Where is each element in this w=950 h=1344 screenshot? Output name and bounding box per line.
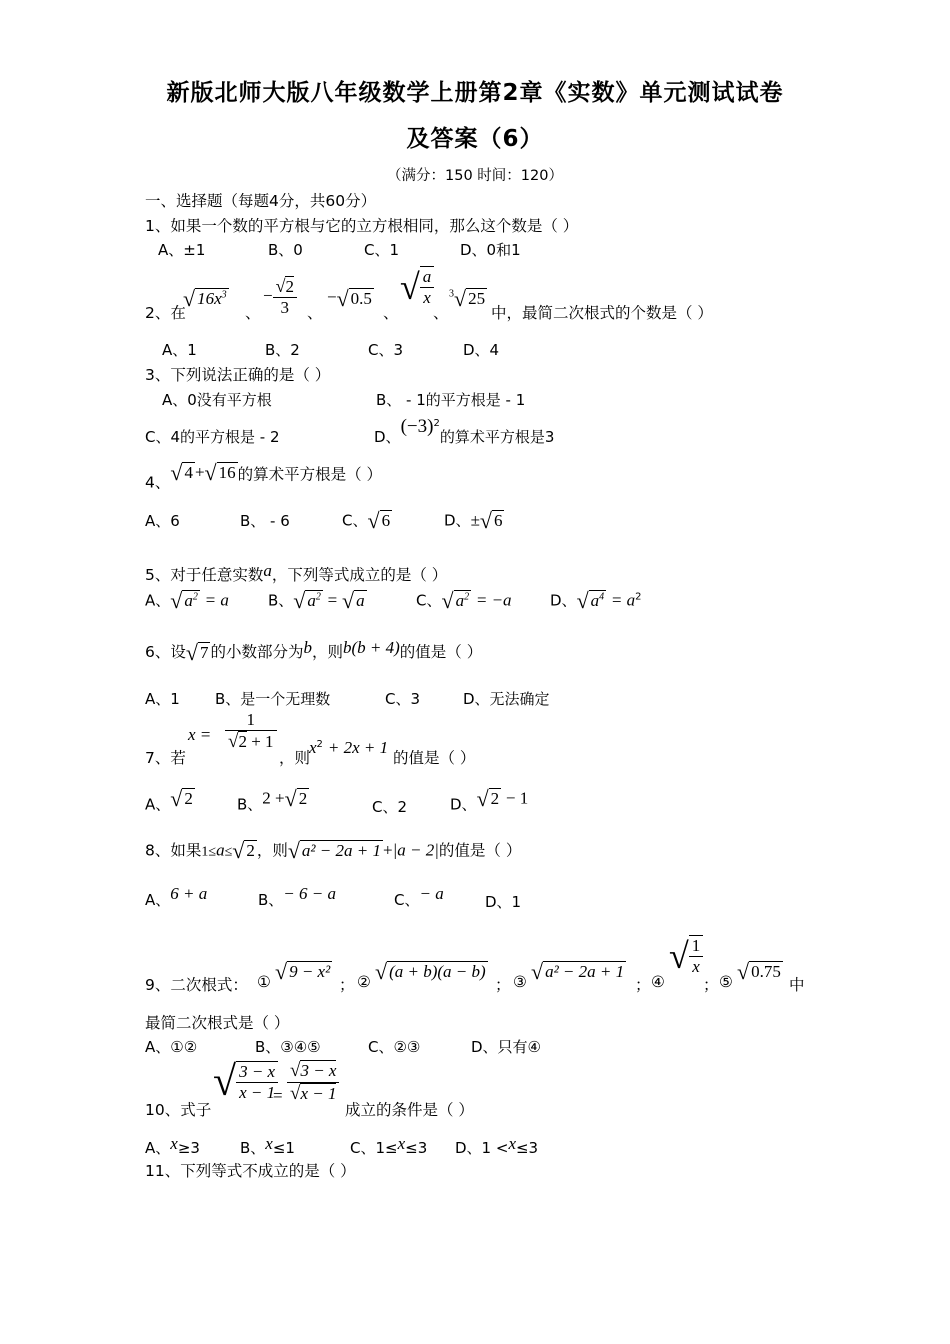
q7-a-val: 2: [184, 789, 193, 808]
q4-d-pm: ±: [470, 510, 480, 530]
q10-lhs: √ $\frac{3 - x}{x - 1}$: [213, 1058, 278, 1106]
q2-option-b: B、2: [265, 341, 300, 359]
q2-sep-2: 、: [307, 304, 323, 322]
q7-num: 1: [225, 710, 277, 731]
q1-option-a: A、±1: [158, 241, 206, 259]
q8-c-label: C、: [394, 891, 420, 909]
q8-main-root: √ a² − 2a + 1: [287, 838, 381, 863]
q8-plus: +: [382, 840, 393, 860]
q10-d-label: D、1 <: [455, 1139, 509, 1157]
q9-semi-4: ；: [703, 976, 719, 994]
q8-option-a: [145, 884, 207, 910]
q6-root: √ 7: [185, 639, 209, 665]
q8-c-val: − a: [419, 884, 444, 903]
q3-option-c: C、4的平方根是 - 2: [145, 428, 280, 446]
q2-expr-5: $^3$√ 25: [449, 286, 486, 311]
q10-d1: x − 1: [239, 1083, 276, 1102]
q9-prefix: 9、二次根式：: [145, 976, 248, 994]
q2-sep-3: 、: [383, 304, 399, 322]
q9-expr-1: √ 9 − x²: [275, 959, 331, 984]
q10-a-val: x: [170, 1134, 178, 1153]
q10-prefix: 10、式子: [145, 1101, 212, 1119]
q9-expr-3: √ a² − 2a + 1: [531, 959, 625, 984]
q3-d-expr: (−3): [400, 416, 434, 437]
question-6: [145, 638, 482, 666]
q6-prefix: 6、设: [145, 643, 186, 661]
q1-option-b: B、0: [268, 241, 303, 259]
q7-b-val: 2: [298, 789, 308, 808]
q8-cond1: 1≤: [201, 844, 217, 860]
q10-b-label: B、: [240, 1139, 266, 1157]
q8-a-label: A、: [145, 891, 171, 909]
question-4: [145, 460, 382, 493]
q10-a-label: A、: [145, 1139, 171, 1157]
q4-option-a: A、6: [145, 512, 180, 530]
q5-c-label: C、: [416, 591, 442, 610]
q7-suffix: 的值是（ ）: [393, 749, 476, 767]
q5-d-expr: = a: [610, 590, 636, 610]
q4-d-root: √ 6: [479, 508, 503, 533]
q8-option-c: [394, 884, 444, 910]
q5-a-root: √ $a^2$: [170, 588, 198, 613]
q8-prefix: 8、如果: [145, 841, 202, 860]
q2-expr-3: −√ 0.5: [327, 286, 372, 311]
q9-tail: 中: [789, 976, 805, 994]
q8-abs: |a − 2|: [392, 840, 439, 860]
q10-option-c: [350, 1134, 427, 1158]
q9-e4-den: x: [692, 957, 700, 976]
q5-option-b: [268, 588, 367, 614]
q9-option-a: A、①②: [145, 1038, 198, 1056]
q4-root-2: √ 16: [204, 460, 236, 485]
q7-d-root: √ 2: [476, 786, 500, 811]
q5-c-expr: = −a: [475, 590, 512, 610]
q1-option-c: C、1: [364, 241, 400, 259]
q10-b-val: x: [265, 1134, 273, 1153]
subtitle: （满分：150 时间：120）: [387, 168, 563, 184]
q7-den-plus: + 1: [251, 732, 274, 751]
q6-option-b: B、是一个无理数: [215, 690, 331, 708]
q10-suffix: 成立的条件是（ ）: [345, 1101, 474, 1119]
q6-suffix: 的值是（ ）: [399, 643, 483, 661]
q5-d-root: √ $a^4$: [576, 588, 605, 613]
q6-var: b: [303, 638, 312, 657]
q7-d-label: D、: [450, 795, 477, 814]
q5-a-label: A、: [145, 591, 171, 610]
q9-option-c: C、②③: [368, 1038, 421, 1056]
q2-expr-2: − $\frac{√2}{3}$: [263, 276, 297, 318]
q2-expr-1: √ $16x^3$: [183, 286, 227, 311]
q5-b-expr: =: [327, 590, 338, 610]
q9-option-d: D、只有④: [471, 1038, 541, 1056]
q10-option-b: [240, 1134, 295, 1158]
q4-d-val: 6: [493, 511, 503, 530]
q9-expr-4: √ $\frac{1}{x}$: [669, 935, 703, 977]
q9-semi-3: ；: [635, 976, 651, 994]
title-line-2: 及答案（6）: [406, 126, 544, 152]
q5-prefix: 5、对于任意实数: [145, 566, 264, 584]
q7-option-d: [450, 786, 528, 815]
q2-prefix: 2、在: [145, 304, 186, 322]
q2-e2-num: 2: [285, 277, 294, 296]
q9-option-b: B、③④⑤: [255, 1038, 321, 1056]
q2-option-d: D、4: [463, 341, 500, 359]
q8-expr: a² − 2a + 1: [301, 841, 381, 860]
q7-expr-rest: + 2x + 1: [327, 738, 389, 757]
q5-option-a: [145, 588, 229, 614]
q7-prefix: 7、若: [145, 749, 186, 767]
q4-plus: +: [194, 462, 205, 482]
q10-a-cond: ≥3: [177, 1139, 200, 1157]
q2-e4-num: a: [420, 267, 435, 288]
q7-expr: $x^2 + 2x + 1$: [309, 738, 389, 757]
q9-c2: ②: [357, 973, 371, 991]
q2-e4-den: x: [423, 288, 431, 307]
q8-cond2: ≤: [224, 844, 233, 860]
q10-c-label: C、1≤: [350, 1139, 398, 1157]
q8-b-label: B、: [258, 891, 284, 909]
q4-c-label: C、: [342, 511, 368, 530]
q10-n2: 3 − x: [300, 1061, 337, 1080]
q2-e3-text: 0.5: [350, 289, 372, 308]
q9-e2: (a + b)(a − b): [389, 962, 486, 981]
title-line-1: 新版北师大版八年级数学上册第2章《实数》单元测试试卷: [166, 80, 784, 106]
q2-expr-4: √ $\frac{a}{x}$: [400, 266, 434, 308]
q6-option-c: C、3: [385, 690, 421, 708]
q6-option-a: A、1: [145, 690, 180, 708]
q4-option-c: [342, 508, 392, 534]
q7-d-val: 2: [490, 789, 500, 808]
q9-e4-num: 1: [689, 936, 704, 957]
q9-expr-5: √ 0.75: [737, 959, 781, 984]
q8-a-val: 6 + a: [170, 884, 208, 903]
q7-d-post: − 1: [505, 788, 529, 808]
q9-line-2: 最简二次根式是（ ）: [145, 1014, 290, 1032]
q3-option-d: D、$(-3)^2$的算术平方根是3: [374, 416, 555, 446]
q3-option-b: B、 - 1的平方根是 - 1: [376, 391, 526, 409]
question-1: 1、如果一个数的平方根与它的立方根相同，那么这个数是（ ）: [145, 217, 579, 235]
q9-c3: ③: [513, 973, 527, 991]
q8-option-d: D、1: [485, 893, 522, 911]
q6-mid: 的小数部分为: [210, 643, 304, 661]
q5-d-label: D、: [550, 591, 577, 610]
q7-a-root: √ 2: [170, 786, 193, 811]
q7-fraction: $\frac{1}{√2 + 1}$: [225, 710, 277, 753]
q7-b-root: √ 2: [284, 786, 308, 811]
q5-b-root-2: √ a: [342, 588, 365, 613]
q9-semi-1: ；: [339, 976, 355, 994]
q1-option-d: D、0和1: [460, 241, 521, 259]
q6-mid2: ，则: [311, 643, 343, 661]
q10-b-cond: ≤1: [272, 1139, 295, 1157]
q9-c5: ⑤: [719, 973, 733, 991]
section-heading: 一、选择题（每题4分，共60分）: [145, 192, 377, 210]
q10-d-cond: ≤3: [515, 1139, 539, 1157]
q10-d2: x − 1: [300, 1084, 337, 1103]
q4-root-1: √ 4: [170, 460, 193, 485]
q3-d-label: D、: [374, 428, 401, 446]
q10-n1: 3 − x: [236, 1062, 278, 1083]
q8-option-b: [258, 884, 336, 910]
q4-e1: 4: [184, 463, 193, 482]
q2-sep-1: 、: [245, 304, 261, 322]
q5-b-root: √ $a^2$: [293, 588, 321, 613]
q4-d-label: D、: [444, 511, 471, 530]
q10-option-a: [145, 1134, 200, 1158]
q5-option-c: [416, 588, 512, 614]
q6-expr: b(b + 4): [342, 638, 400, 657]
q10-rhs: $\frac{√3 - x}{√x - 1}$: [287, 1060, 339, 1105]
q4-option-b: B、 - 6: [240, 512, 290, 530]
q6-option-d: D、无法确定: [463, 690, 550, 708]
q6-root-val: 7: [199, 642, 209, 662]
q9-e1: 9 − x²: [289, 962, 331, 981]
q5-b-label: B、: [268, 591, 294, 610]
q10-c-cond: ≤3: [405, 1139, 428, 1157]
q9-c4: ④: [651, 973, 665, 991]
q4-option-d: [444, 508, 504, 534]
q2-e5-text: 25: [468, 289, 486, 308]
q7-lhs: x =: [188, 725, 212, 744]
q9-e5: 0.75: [751, 962, 781, 981]
q2-option-c: C、3: [368, 341, 404, 359]
q7-expr-x: x: [309, 738, 317, 757]
q8-suffix: 的值是（ ）: [438, 841, 522, 860]
q2-option-a: A、1: [162, 341, 197, 359]
question-8: [145, 838, 521, 864]
q9-semi-2: ；: [495, 976, 511, 994]
q5-c-root: √ $a^2$: [441, 588, 470, 613]
q3-d-suffix: 的算术平方根是3: [439, 428, 555, 446]
question-5: [145, 561, 447, 585]
q7-b-pre: 2 +: [262, 788, 285, 808]
q10-c-val: x: [397, 1134, 406, 1153]
q2-sep-4: 、: [433, 304, 449, 322]
q10-d-val: x: [508, 1134, 516, 1153]
q4-e2: 16: [218, 463, 236, 482]
q9-e3: a² − 2a + 1: [545, 962, 625, 981]
question-11: 11、下列等式不成立的是（ ）: [145, 1162, 356, 1180]
q4-prefix: 4、: [145, 473, 171, 492]
q2-e1-text: 16x: [197, 289, 222, 308]
q5-suffix: ，下列等式成立的是（ ）: [271, 566, 448, 584]
q7-option-b: [237, 786, 309, 815]
q4-suffix: 的算术平方根是（ ）: [237, 465, 383, 484]
q5-option-d: D、√ $a^4 = a^2$: [550, 588, 642, 613]
q7-den-root: 2: [238, 732, 247, 751]
q9-expr-2: √ (a + b)(a − b): [375, 959, 486, 984]
q8-mid: ，则: [256, 841, 288, 860]
q7-b-label: B、: [237, 795, 263, 814]
q7-option-a: [145, 786, 195, 815]
q8-b-val: − 6 − a: [283, 884, 336, 903]
q7-a-label: A、: [145, 795, 171, 814]
q8-var: a: [216, 840, 225, 860]
q2-e2-den: 3: [280, 298, 290, 317]
q8-cond-root: √ 2: [232, 838, 255, 863]
q9-c1: ①: [257, 973, 271, 991]
question-3: 3、下列说法正确的是（ ）: [145, 366, 331, 384]
q4-c-val: 6: [381, 511, 391, 530]
q2-e5-index: 3: [449, 288, 454, 300]
q3-option-a: A、0没有平方根: [162, 391, 272, 409]
q4-c-root: √ 6: [367, 508, 391, 533]
q5-var: a: [263, 561, 272, 580]
q7-option-c: C、2: [372, 798, 408, 816]
q8-cond-root-val: 2: [246, 841, 255, 860]
q2-suffix: 中，最简二次根式的个数是（ ）: [491, 304, 713, 322]
q5-a-expr: = a: [204, 590, 229, 610]
q10-option-d: [455, 1134, 538, 1158]
q10-eq: =: [273, 1086, 283, 1105]
q7-mid: ，则: [279, 749, 311, 767]
